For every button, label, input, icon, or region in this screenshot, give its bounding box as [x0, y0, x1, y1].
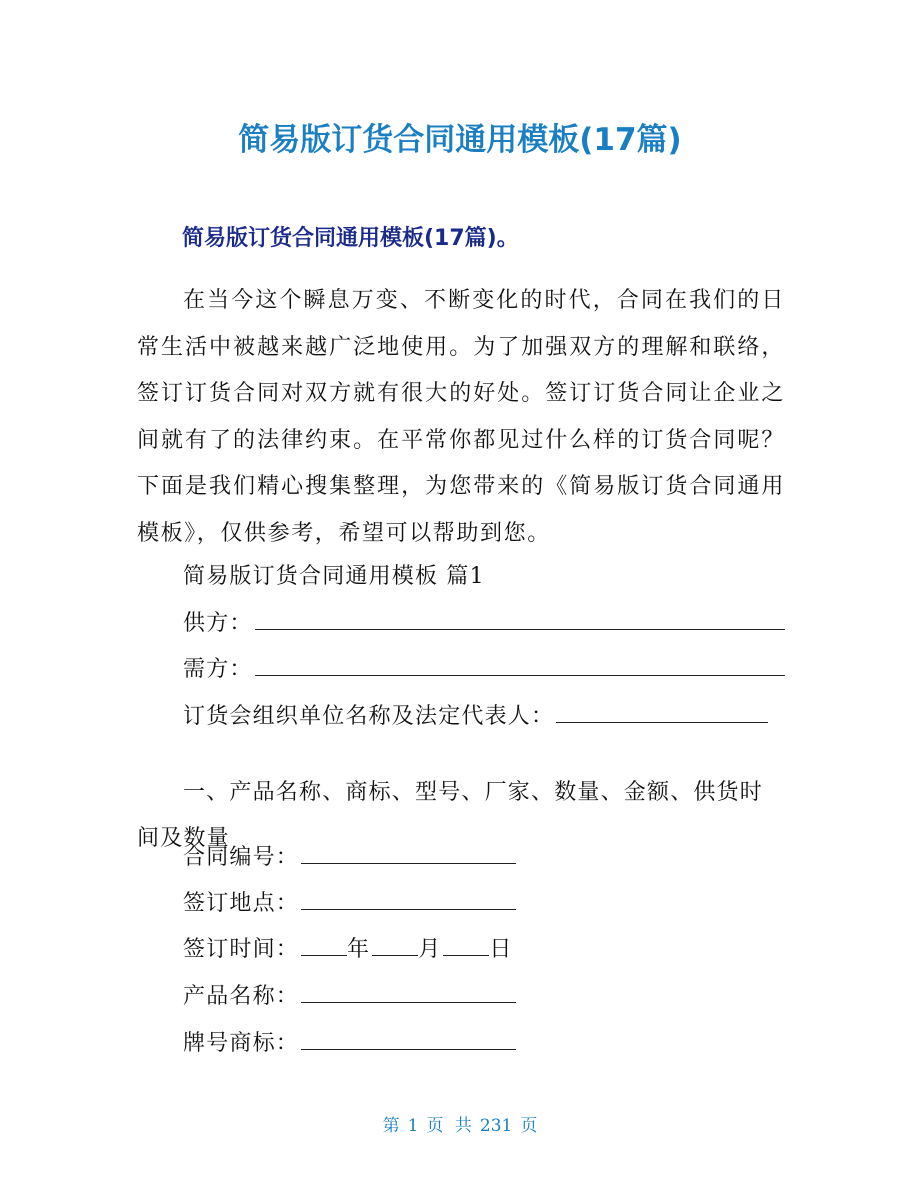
day-label: 日 — [489, 937, 513, 962]
contract-no-label: 合同编号： — [183, 845, 300, 870]
organizer-row — [183, 700, 768, 734]
supplier-row — [183, 607, 785, 641]
intro-paragraph: 在当今这个瞬息万变、不断变化的时代，合同在我们的日常生活中被越来越广泛地使用。为了加强双方的理解和联络，签订订货合同对双方就有很大的好处。签订订货合同让企业之间就有了的法律约束。在平常你都见过什么样的订货合同呢？下面是我们精心搜集整理，为您带来的《简易版订货合同通用模板》，仅供参考，希望可以帮助到您。 — [137, 288, 785, 546]
month-label: 月 — [418, 937, 442, 962]
footer-total-pages: 231 — [479, 1116, 513, 1136]
day-blank — [443, 933, 489, 956]
document-title: 简易版订货合同通用模板(17篇) — [238, 122, 682, 158]
document-subtitle: 简易版订货合同通用模板(17篇)。 — [182, 226, 519, 251]
brand-row — [183, 1027, 516, 1061]
product-name-blank — [301, 980, 516, 1003]
page-footer — [0, 1113, 920, 1139]
buyer-row — [183, 653, 785, 687]
product-name-row — [183, 980, 516, 1014]
month-blank — [372, 933, 418, 956]
footer-mid: 页 共 — [426, 1116, 472, 1136]
footer-prefix: 第 — [382, 1116, 400, 1136]
supplier-label: 供方： — [183, 611, 253, 636]
sign-time-label: 签订时间： — [183, 937, 300, 962]
organizer-blank — [556, 700, 768, 723]
item-one: 一、产品名称、商标、型号、厂家、数量、金额、供货时间及数量 — [137, 780, 764, 851]
contract-no-row — [183, 841, 516, 875]
buyer-blank — [255, 653, 785, 676]
buyer-label: 需方： — [183, 657, 253, 682]
year-label: 年 — [347, 937, 371, 962]
organizer-label: 订货会组织单位名称及法定代表人： — [183, 704, 555, 729]
sign-place-blank — [301, 887, 516, 910]
sign-place-label: 签订地点： — [183, 891, 300, 916]
section-heading: 简易版订货合同通用模板 篇1 — [183, 564, 485, 589]
footer-suffix: 页 — [520, 1116, 538, 1136]
footer-current-page: 1 — [407, 1116, 419, 1136]
contract-no-blank — [301, 841, 516, 864]
sign-time-row — [183, 933, 513, 967]
sign-place-row — [183, 887, 516, 921]
supplier-blank — [255, 607, 785, 630]
year-blank — [301, 933, 347, 956]
brand-label: 牌号商标： — [183, 1031, 300, 1056]
brand-blank — [301, 1027, 516, 1050]
product-name-label: 产品名称： — [183, 984, 300, 1009]
